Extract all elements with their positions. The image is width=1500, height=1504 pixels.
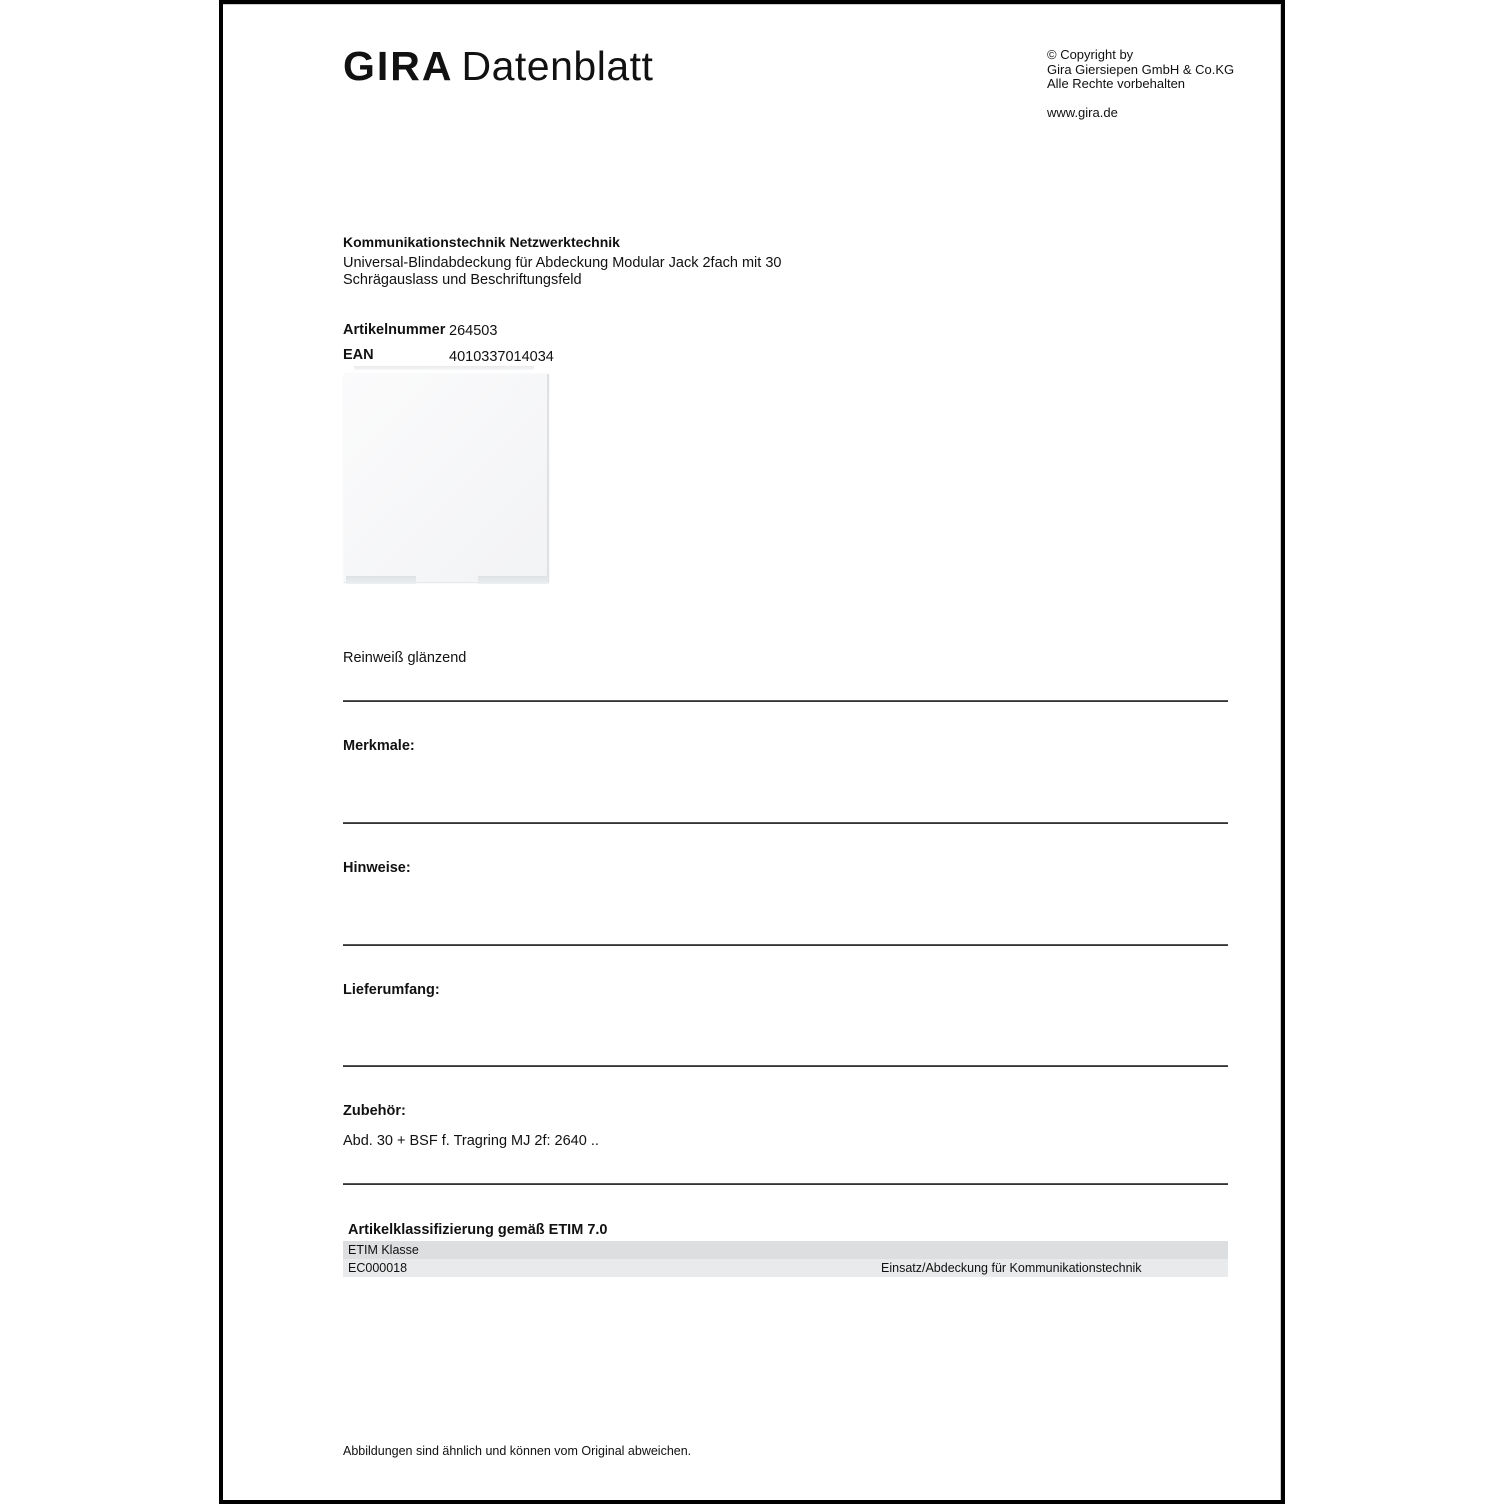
ean-label: EAN [343,347,374,363]
etim-table [343,1241,1228,1277]
etim-header: ETIM Klasse [348,1243,419,1257]
zubehoer-content: Abd. 30 + BSF f. Tragring MJ 2f: 2640 .. [343,1133,599,1149]
copyright-line: Alle Rechte vorbehalten [1047,76,1186,91]
article-number-label: Artikelnummer [343,322,446,338]
product-category: Kommunikationstechnik Netzwerktechnik [343,234,620,250]
description-line: Schrägauslass und Beschriftungsfeld [343,272,582,288]
color-finish: Reinweiß glänzend [343,650,467,666]
product-description [343,255,813,289]
article-number-value: 264503 [449,323,498,339]
brand-name: GIRA [343,43,454,89]
section-heading-zubehoer: Zubehör: [343,1103,406,1119]
etim-header-row [343,1241,1228,1259]
divider [343,944,1228,946]
divider [343,1183,1228,1185]
footer-note: Abbildungen sind ähnlich und können vom Original abweichen. [343,1444,692,1458]
website-link[interactable]: www.gira.de [1047,104,1118,120]
document-title: Datenblatt [461,43,654,89]
copyright-line: © Copyright by [1047,47,1134,62]
etim-code: EC000018 [348,1261,408,1275]
table-row [343,1259,1228,1277]
description-line: Universal-Blindabdeckung für Abdeckung Modular Jack 2fach mit 30 [343,255,782,271]
divider [343,700,1228,702]
gira-datenblatt-logo [343,42,653,90]
product-image [344,366,549,586]
divider [343,1065,1228,1067]
section-heading-hinweise: Hinweise: [343,860,411,876]
etim-description: Einsatz/Abdeckung für Kommunikationstechnik [881,1261,1142,1275]
section-heading-lieferumfang: Lieferumfang: [343,982,440,998]
ean-value: 4010337014034 [449,349,554,365]
section-heading-merkmale: Merkmale: [343,738,415,754]
copyright-block [1047,48,1234,120]
divider [343,822,1228,824]
etim-title: Artikelklassifizierung gemäß ETIM 7.0 [348,1222,608,1238]
copyright-line: Gira Giersiepen GmbH & Co.KG [1047,61,1235,77]
